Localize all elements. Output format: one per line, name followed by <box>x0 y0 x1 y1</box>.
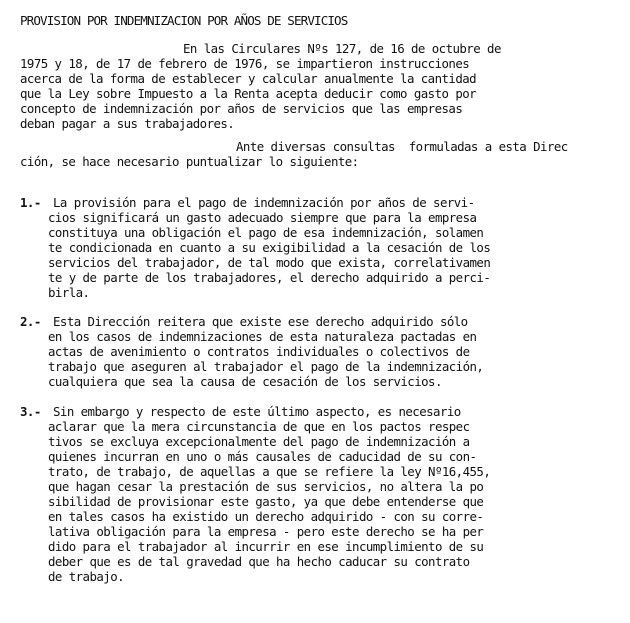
intro-line-3: acerca de la forma de establecer y calcular anualmente la cantidad <box>20 71 477 86</box>
item-3-line-3: tivos se excluya excepcionalmente del pago de indemnización a <box>48 434 470 449</box>
item-3-line-8: en tales casos ha existido un derecho adquirido - con su corre- <box>48 509 484 524</box>
item-3-line-2: aclarar que la mera circunstancia de que en los pactos respec <box>48 419 470 434</box>
item-1-line-4: te condicionada en cuanto a su exigibilidad a la cesación de los <box>48 240 491 255</box>
item-3-line-1: Sin embargo y respecto de este último aspecto, es necesario <box>53 404 461 419</box>
item-3-line-12: de trabajo. <box>48 569 125 584</box>
item-1-line-5: servicios del trabajador, de tal modo que exista, correlativamen <box>48 255 491 270</box>
item-2-line-5: cualquiera que sea la causa de cesación de los servicios. <box>48 374 442 389</box>
item-1-line-1: La provisión para el pago de indemnización por años de servi- <box>53 195 475 210</box>
item-3-line-9: lativa obligación para la empresa - pero este derecho se ha per <box>48 524 484 539</box>
item-3-line-6: que hagan cesar la prestación de sus servicios, no altera la po <box>48 479 484 494</box>
item-1-line-2: cios significará un gasto adecuado siempre que para la empresa <box>48 210 477 225</box>
intro-line-2: 1975 y 18, de 17 de febrero de 1976, se impartieron instrucciones <box>20 56 470 71</box>
item-3-line-7: sibilidad de provisionar este gasto, ya que debe entenderse que <box>48 494 484 509</box>
item-2-number: 2.- <box>20 314 41 329</box>
item-3-number: 3.- <box>20 404 41 419</box>
item-2-line-2: en los casos de indemnizaciones de esta naturaleza pactadas en <box>48 329 477 344</box>
item-1-line-6: te y de parte de los trabajadores, el derecho adquirido a perci- <box>48 270 491 285</box>
item-3-line-5: trato, de trabajo, de aquellas a que se refiere la ley Nº16,455, <box>48 464 491 479</box>
consult-line-2: ción, se hace necesario puntualizar lo siguiente: <box>20 154 359 169</box>
consult-line-1: Ante diversas consultas formuladas a esta Direc <box>236 139 568 154</box>
item-1-number: 1.- <box>20 195 41 210</box>
intro-line-6: deban pagar a sus trabajadores. <box>20 116 235 131</box>
intro-line-4: que la Ley sobre Impuesto a la Renta acepta deducir como gasto por <box>20 86 477 101</box>
item-1-line-3: constituya una obligación el pago de esa indemnización, solamen <box>48 225 484 240</box>
item-1-line-7: birla. <box>48 285 90 300</box>
item-3-line-4: quienes incurran en uno o más causales de caducidad de su con- <box>48 449 477 464</box>
intro-line-1: En las Circulares Nºs 127, de 16 de octubre de <box>183 41 501 56</box>
item-3-line-10: dido para el trabajador al incurrir en ese incumplimiento de su <box>48 539 484 554</box>
item-2-line-3: actas de avenimiento o contratos individuales o colectivos de <box>48 344 470 359</box>
item-3-line-11: deber que es de tal gravedad que ha hecho caducar su contrato <box>48 554 470 569</box>
document-title: PROVISION POR INDEMNIZACION POR AÑOS DE SERVICIOS <box>20 13 348 28</box>
item-2-line-4: trabajo que aseguren al trabajador el pago de la indemnización, <box>48 359 484 374</box>
item-2-line-1: Esta Dirección reitera que existe ese derecho adquirido sólo <box>53 314 468 329</box>
intro-line-5: concepto de indemnización por años de servicios que las empresas <box>20 101 463 116</box>
